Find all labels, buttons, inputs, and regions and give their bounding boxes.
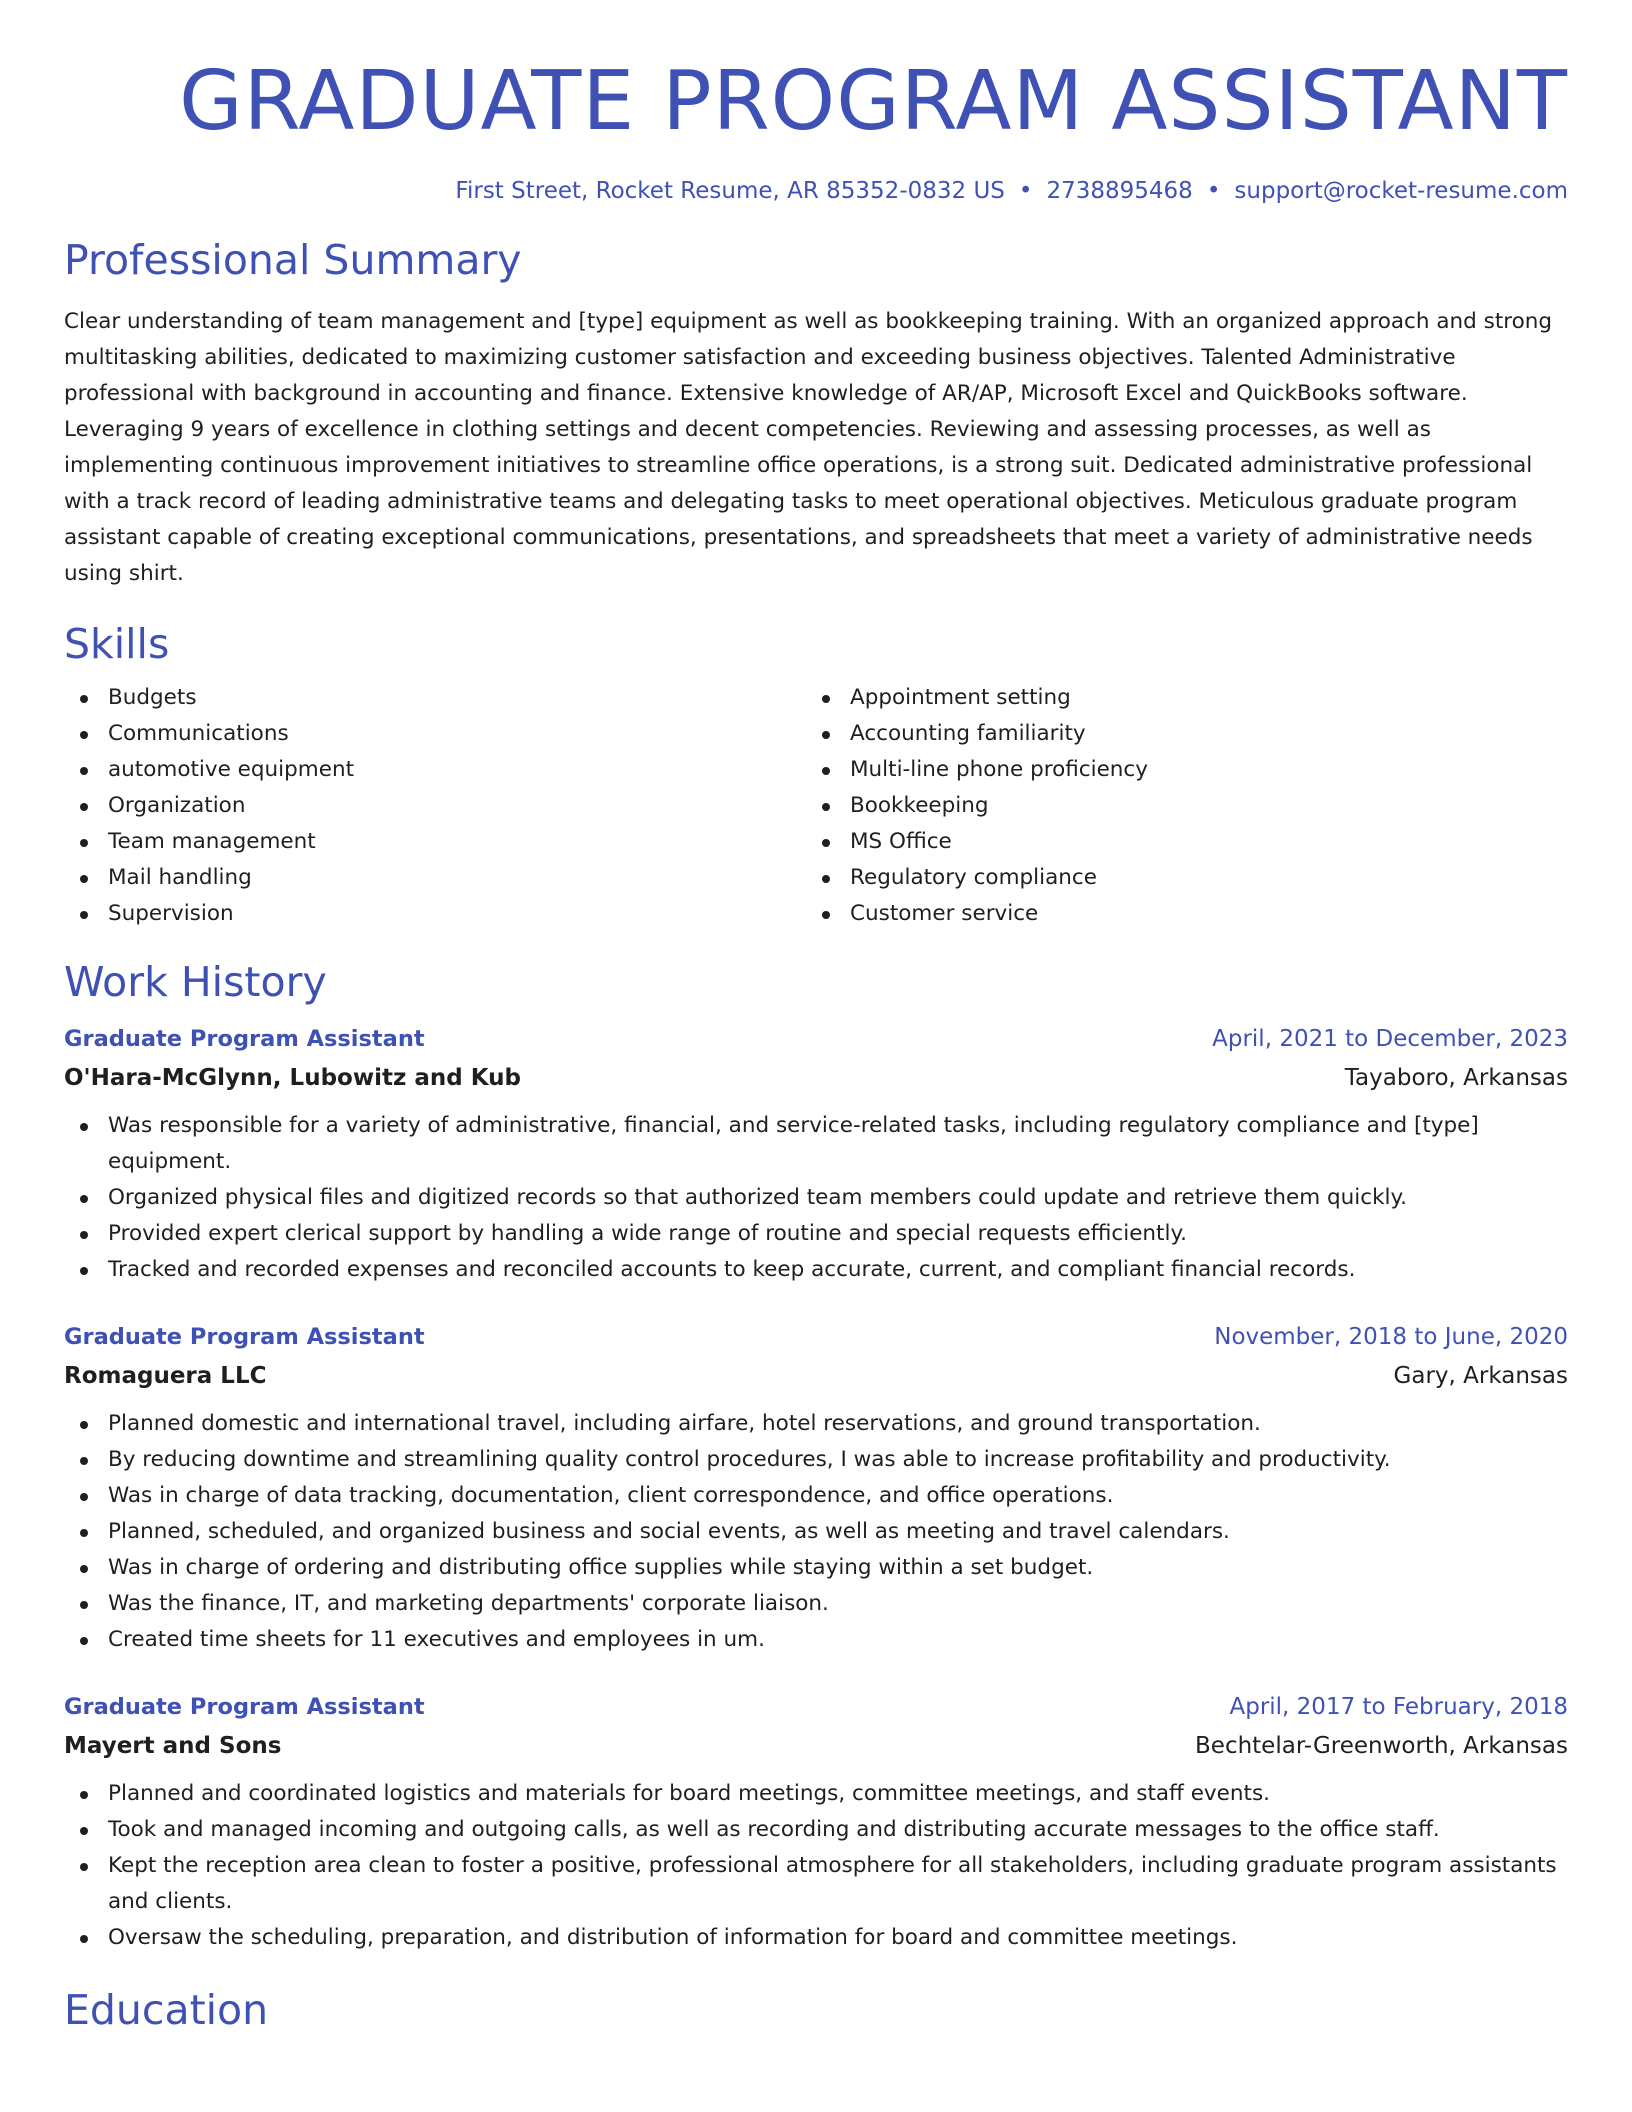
skill-item: Communications: [64, 716, 806, 752]
job-company: Romaguera LLC: [64, 1363, 267, 1389]
skill-item: automotive equipment: [64, 752, 806, 788]
job-entry: [64, 1688, 1568, 1956]
job-entry: [64, 1020, 1568, 1288]
job-bullet: By reducing downtime and streamlining quality control procedures, I was able to increase profitability and productivity.: [64, 1442, 1568, 1478]
job-title: Graduate Program Assistant: [64, 1324, 425, 1350]
skill-item: Customer service: [806, 896, 1548, 932]
job-bullet: Planned and coordinated logistics and materials for board meetings, committee meetings, and staff events.: [64, 1776, 1568, 1812]
job-bullet: Oversaw the scheduling, preparation, and distribution of information for board and committee meetings.: [64, 1920, 1568, 1956]
skill-item: Bookkeeping: [806, 788, 1548, 824]
job-bullet: Took and managed incoming and outgoing calls, as well as recording and distributing accurate messages to the office staff.: [64, 1812, 1568, 1848]
job-bullet: Kept the reception area clean to foster a positive, professional atmosphere for all stakeholders, including graduate program assistants and clients.: [64, 1848, 1568, 1920]
contact-separator: •: [1206, 178, 1221, 204]
job-company: O'Hara-McGlynn, Lubowitz and Kub: [64, 1065, 521, 1091]
skill-item: Accounting familiarity: [806, 716, 1548, 752]
job-bullet: Was responsible for a variety of administrative, financial, and service-related tasks, including regulatory compliance and [type] equipment.: [64, 1108, 1568, 1180]
summary-text: Clear understanding of team management and [type] equipment as well as bookkeeping training. With an organized approach and strong multitasking abilities, dedicated to maximizing customer satisfaction and exceeding business objectives. Talented Administrative professional with background in accounting and finance. Extensive knowledge of AR/AP, Microsoft Excel and QuickBooks software. Leveraging 9 years of excellence in clothing settings and decent competencies. Reviewing and assessing processes, as well as implementing continuous improvement initiatives to streamline office operations, is a strong suit. Dedicated administrative professional with a track record of leading administrative teams and delegating tasks to meet operational objectives. Meticulous graduate program assistant capable of creating exceptional communications, presentations, and spreadsheets that meet a variety of administrative needs using shirt.: [64, 309, 1553, 586]
contact-line: [64, 178, 1568, 204]
skill-item: Organization: [64, 788, 806, 824]
job-location: Gary, Arkansas: [1393, 1363, 1568, 1389]
summary-heading: Professional Summary: [64, 236, 522, 284]
work-history-heading: Work History: [64, 958, 327, 1006]
skills-column-left: [64, 680, 806, 932]
contact-email: support@rocket-resume.com: [1234, 178, 1568, 204]
job-title: Graduate Program Assistant: [64, 1026, 425, 1052]
resume-name: GRADUATE PROGRAM ASSISTANT: [179, 54, 1568, 149]
job-bullet: Planned domestic and international travel, including airfare, hotel reservations, and ground transportation.: [64, 1406, 1568, 1442]
skill-item: Multi-line phone proficiency: [806, 752, 1548, 788]
skill-item: Appointment setting: [806, 680, 1548, 716]
resume-page: [64, 0, 1568, 2034]
job-bullet: Planned, scheduled, and organized business and social events, as well as meeting and travel calendars.: [64, 1514, 1568, 1550]
job-bullet: Organized physical files and digitized records so that authorized team members could update and retrieve them quickly.: [64, 1180, 1568, 1216]
job-bullets: [64, 1108, 1568, 1288]
job-company: Mayert and Sons: [64, 1733, 282, 1759]
skill-item: Mail handling: [64, 860, 806, 896]
skills-heading: Skills: [64, 620, 170, 668]
job-bullet: Was in charge of ordering and distributing office supplies while staying within a set budget.: [64, 1550, 1568, 1586]
job-dates: November, 2018 to June, 2020: [1214, 1324, 1568, 1350]
job-bullet: Created time sheets for 11 executives and employees in um.: [64, 1622, 1568, 1658]
job-entry: [64, 1318, 1568, 1658]
job-dates: April, 2017 to February, 2018: [1229, 1694, 1568, 1720]
skills-column-right: [806, 680, 1548, 932]
job-bullet: Provided expert clerical support by handling a wide range of routine and special requests efficiently.: [64, 1216, 1568, 1252]
skill-item: Budgets: [64, 680, 806, 716]
contact-address: First Street, Rocket Resume, AR 85352-0832 US: [455, 178, 1005, 204]
skills-list: [64, 680, 1568, 932]
job-location: Bechtelar-Greenworth, Arkansas: [1195, 1733, 1568, 1759]
job-dates: April, 2021 to December, 2023: [1212, 1026, 1568, 1052]
skill-item: MS Office: [806, 824, 1548, 860]
skill-item: Team management: [64, 824, 806, 860]
job-bullets: [64, 1776, 1568, 1956]
job-bullet: Was the finance, IT, and marketing departments' corporate liaison.: [64, 1586, 1568, 1622]
education-heading: Education: [64, 1986, 269, 2034]
job-bullet: Tracked and recorded expenses and reconciled accounts to keep accurate, current, and compliant financial records.: [64, 1252, 1568, 1288]
contact-separator: •: [1018, 178, 1033, 204]
skill-item: Regulatory compliance: [806, 860, 1548, 896]
skill-item: Supervision: [64, 896, 806, 932]
job-bullet: Was in charge of data tracking, documentation, client correspondence, and office operations.: [64, 1478, 1568, 1514]
job-bullets: [64, 1406, 1568, 1658]
contact-phone: 2738895468: [1046, 178, 1193, 204]
job-location: Tayaboro, Arkansas: [1344, 1065, 1568, 1091]
job-title: Graduate Program Assistant: [64, 1694, 425, 1720]
